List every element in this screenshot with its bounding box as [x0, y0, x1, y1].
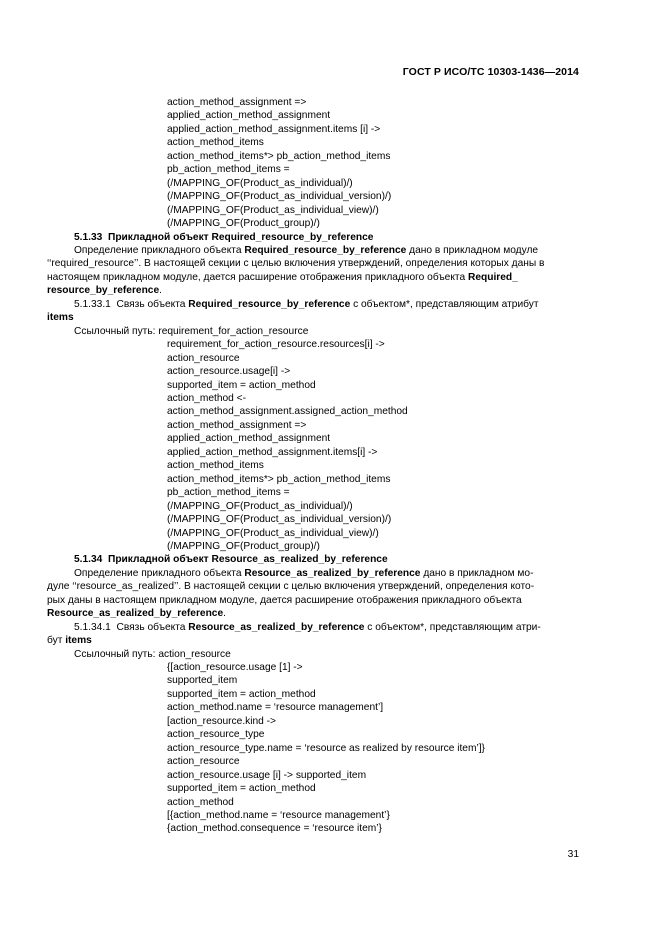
mapping-line: supported_item: [167, 675, 238, 687]
text-run: Определение прикладного объекта: [74, 244, 245, 256]
text-run: дано в прикладном модуле: [406, 244, 539, 256]
mapping-line: supported_item = action_method: [167, 379, 316, 391]
mapping-line: (/MAPPING_OF(Product_group)/): [167, 540, 320, 552]
mapping-line: action_resource: [167, 352, 240, 364]
mapping-block-continued: [47, 96, 583, 231]
entity-name: resource_by_reference: [47, 285, 160, 297]
attribute-name: items: [65, 635, 92, 647]
mapping-line: (/MAPPING_OF(Product_as_individual_view)/): [167, 204, 379, 216]
mapping-line: supported_item = action_method: [167, 783, 316, 795]
paragraph-line: [47, 271, 583, 284]
paragraph-line: дуле ‘‘resource_as_realized’’. В настоящей секции с целью включения утверждений, определения кото-: [47, 581, 535, 593]
mapping-line: action_method_assignment =>: [167, 97, 307, 108]
text-run: дано в прикладном мо-: [420, 567, 534, 579]
paragraph-line: [47, 298, 583, 311]
reference-path-label: Ссылочный путь:: [74, 325, 156, 337]
page-number: 31: [567, 849, 579, 860]
subsection-5-1-34-1: [47, 621, 583, 648]
mapping-line: action_method_items: [167, 137, 264, 149]
mapping-line: action_resource: [158, 648, 231, 660]
mapping-line: (/MAPPING_OF(Product_group)/): [167, 218, 320, 230]
mapping-line: applied_action_method_assignment: [167, 110, 331, 122]
subsection-5-1-33-1: [47, 298, 583, 325]
reference-path-line: [47, 325, 583, 338]
mapping-line: action_method_items*> pb_action_method_items: [167, 150, 391, 162]
section-number: 5.1.33: [74, 231, 103, 243]
section-title: Прикладной объект Required_resource_by_reference: [108, 231, 374, 243]
subsection-number: 5.1.33.1: [74, 298, 111, 310]
paragraph-line: [47, 621, 583, 634]
reference-path-block: [47, 325, 583, 554]
text-run: с объектом*, представляющим атри-: [364, 621, 541, 633]
paragraph-line: рых даны в настоящем прикладном модуле, дается расширение отображения прикладного объекта: [47, 594, 522, 606]
mapping-line: [{action_method.name = ‘resource management’}: [167, 810, 390, 822]
mapping-line: action_method: [167, 796, 234, 808]
mapping-line: applied_action_method_assignment: [167, 433, 331, 445]
section-number: 5.1.34: [74, 554, 103, 566]
attribute-name: items: [47, 312, 74, 324]
text-run: .: [159, 285, 162, 297]
section-paragraph: [47, 567, 583, 621]
mapping-line: (/MAPPING_OF(Product_as_individual)/): [167, 177, 353, 189]
subsection-number: 5.1.34.1: [74, 621, 111, 633]
paragraph-line: [47, 284, 583, 297]
mapping-line: supported_item = action_method: [167, 688, 316, 700]
paragraph-line: [47, 567, 583, 580]
mapping-line: action_method_items*> pb_action_method_items: [167, 473, 391, 485]
mapping-line: (/MAPPING_OF(Product_as_individual_view)/): [167, 527, 379, 539]
mapping-line: pb_action_method_items =: [167, 164, 290, 176]
text-run: настоящем прикладном модуле, дается расширение отображения прикладного объекта: [47, 271, 468, 283]
section-title: Прикладной объект Resource_as_realized_by_reference: [108, 554, 388, 566]
entity-name: Required_resource_by_reference: [188, 298, 351, 310]
paragraph-line: [47, 607, 583, 620]
mapping-line: action_method_items: [167, 460, 264, 472]
mapping-line: applied_action_method_assignment.items[i] ->: [167, 446, 378, 458]
paragraph-line: ‘‘required_resource’’. В настоящей секции с целью включения утверждений, определения которых даны в: [47, 258, 545, 270]
mapping-line: action_resource.usage[i] ->: [167, 366, 291, 378]
mapping-line: (/MAPPING_OF(Product_as_individual)/): [167, 500, 353, 512]
text-run: Связь объекта: [116, 298, 189, 310]
entity-name: Required_resource_by_reference: [244, 244, 407, 256]
mapping-line: {action_method.consequence = ‘resource item’}: [167, 823, 382, 835]
mapping-line: action_method_assignment =>: [167, 419, 307, 431]
text-run: с объектом*, представляющим атрибут: [350, 298, 539, 310]
reference-path-block: [47, 648, 583, 836]
section-heading-5-1-33: [47, 231, 583, 244]
document-header: ГОСТ Р ИСО/ТС 10303-1436—2014: [402, 66, 579, 78]
section-heading-5-1-34: [47, 553, 583, 566]
mapping-line: {[action_resource.usage [1] ->: [167, 662, 303, 674]
mapping-line: action_resource_type: [167, 729, 265, 741]
mapping-line: action_method.name = ‘resource management’]: [167, 702, 384, 714]
paragraph-line: [47, 244, 583, 257]
mapping-line: action_method <-: [167, 392, 247, 404]
mapping-line: action_resource_type.name = ‘resource as realized by resource item’]}: [167, 742, 485, 754]
mapping-line: requirement_for_action_resource: [158, 325, 309, 337]
document-body: [47, 96, 583, 836]
reference-path-line: [47, 648, 583, 661]
mapping-line: requirement_for_action_resource.resources[i] ->: [167, 339, 385, 351]
text-run: .: [223, 608, 226, 620]
text-run: бут: [47, 635, 66, 647]
mapping-line: action_resource: [167, 756, 240, 768]
text-run: Связь объекта: [116, 621, 189, 633]
entity-name: Required_: [467, 271, 518, 283]
mapping-line: action_method_assignment.assigned_action_method: [167, 406, 408, 418]
mapping-line: (/MAPPING_OF(Product_as_individual_version)/): [167, 514, 392, 526]
entity-name: Resource_as_realized_by_reference: [188, 621, 365, 633]
reference-path-label: Ссылочный путь:: [74, 648, 156, 660]
mapping-line: [action_resource.kind ->: [167, 715, 277, 727]
text-run: Определение прикладного объекта: [74, 567, 245, 579]
entity-name: Resource_as_realized_by_reference: [47, 608, 224, 620]
mapping-line: (/MAPPING_OF(Product_as_individual_version)/): [167, 191, 392, 203]
entity-name: Resource_as_realized_by_reference: [244, 567, 421, 579]
mapping-line: action_resource.usage [i] -> supported_item: [167, 769, 367, 781]
paragraph-line: [47, 634, 583, 647]
mapping-line: pb_action_method_items =: [167, 487, 290, 499]
section-paragraph: [47, 244, 583, 298]
mapping-line: applied_action_method_assignment.items [i] ->: [167, 123, 381, 135]
